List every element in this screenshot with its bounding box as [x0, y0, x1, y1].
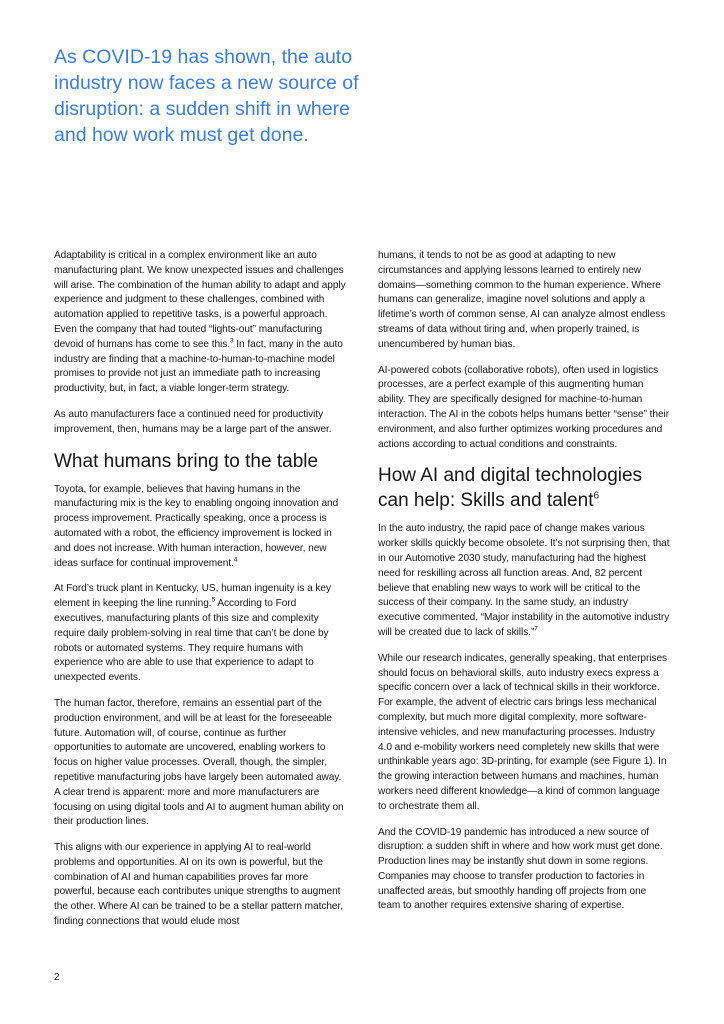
paragraph: At Ford’s truck plant in Kentucky, US, human ingenuity is a key element in keeping the line running.$^5$ According to Ford executives, manufacturing plants of this size and complexity require daily problem-solving in real time that can’t be done by robots or automated systems. They require humans with experience who are able to use that experience to adapt to unexpected events.: [54, 583, 331, 684]
paragraph: As auto manufacturers face a continued need for productivity improvement, then, humans may be a large part of the answer.: [54, 408, 332, 435]
footnote-ref: 3: [229, 337, 234, 345]
page-number: 2: [54, 972, 60, 983]
paragraph: AI-powered cobots (collaborative robots), often used in logistics processes, are a perfect example of this augmenting human ability. They are specifically designed for machine-to-human interaction. The AI in the cobots helps humans better “sense” their environment, and also further optimizes working procedures and actions according to actual conditions and constraints.: [378, 364, 670, 450]
paragraph: In the auto industry, the rapid pace of change makes various worker skills quickly become obsolete. It’s not surprising then, that in our Automotive 2030 study, manufacturing had the highest need for reskilling across all function areas. And, 82 percent believe that enabling new ways to work will be critical to the success of their company. In the same study, an industry executive commented, “Major instability in the automotive industry will be created due to lack of skills.”$^7$: [378, 523, 670, 638]
paragraph: humans, it tends to not be as good at adapting to new circumstances and applying lessons learned to entirely new domains—something common to the human experience. Where humans can generalize, imagine novel solutions and apply a lifetime’s worth of common sense, AI can analyze almost endless streams of data without tiring and, when properly trained, is unencumbered by human bias.: [378, 250, 666, 350]
right-column: [378, 249, 670, 925]
paragraph: Adaptability is critical in a complex environment like an auto manufacturing plant. We know unexpected issues and challenges will arise. The combination of the human ability to adapt and apply experience and judgment to these challenges, combined with automation applied to repetitive tasks, is a powerful approach. Even the company that had touted “lights-out” manufacturing devoid of humans has come to see this.$^3$ In fact, many in the auto industry are finding that a machine-to-human-to-machine model promises to provide not just an immediate path to increasing productivity, but, in fact, a viable longer-term strategy.: [54, 250, 346, 395]
paragraph: The human factor, therefore, remains an essential part of the production environment, and will be at least for the foreseeable future. Automation will, of course, continue as further opportunities to automate are uncovered, enabling workers to focus on higher value processes. Overall, though, the simpler, repetitive manufacturing jobs have largely been automated away. A clear trend is apparent: more and more manufacturers are focusing on using digital tools and AI to augment human ability on their production lines.: [54, 697, 344, 828]
paragraph: While our research indicates, generally speaking, that enterprises should focus on behavioral skills, auto industry execs express a specific concern over a lack of technical skills in their workforce. For example, the advent of electric cars brings less mechanical complexity, but much more digital complexity, more software-intensive vehicles, and new manufacturing processes. Industry 4.0 and e-mobility workers need completely new skills that were unthinkable years ago: 3D-printing, for example (see Figure 1). In the growing interaction between humans and machines, human workers need different knowledge—a kind of common language to orchestrate them all.: [378, 652, 668, 812]
left-column: [54, 249, 346, 941]
section-heading: What humans bring to the table: [54, 450, 319, 472]
footnote-ref: 6: [593, 491, 600, 503]
paragraph: This aligns with our experience in applying AI to real-world problems and opportunities. AI on its own is powerful, but the combination of AI and human capabilities proves far more powerful, because each contributes unique strengths to augment the other. Where AI can be trained to be a stellar pattern matcher, finding connections that would elude most: [54, 842, 343, 928]
footnote-ref: 4: [233, 556, 238, 564]
pull-quote: As COVID-19 has shown, the auto industry now faces a new source of disruption: a sudden shift in where and how work must get done.: [54, 46, 359, 146]
footnote-ref: 5: [211, 596, 216, 604]
paragraph: Toyota, for example, believes that having humans in the manufacturing mix is the key to enabling ongoing innovation and process improvement. Practically speaking, once a process is automated with a robot, the efficiency improvement is locked in and does not increase. With human interaction, however, new ideas surface for continual improvement.$^4$: [54, 483, 339, 569]
paragraph: And the COVID-19 pandemic has introduced a new source of disruption: a sudden shift in where and how work must get done. Production lines may be instantly shut down in some regions. Companies may choose to transfer production to factories in unaffected areas, but smoothly handing off projects from one team to another requires extensive sharing of expertise.: [378, 826, 663, 912]
footnote-ref: 7: [534, 625, 538, 633]
section-heading: How AI and digital technologies can help: Skills and talent$^6$: [378, 465, 643, 512]
